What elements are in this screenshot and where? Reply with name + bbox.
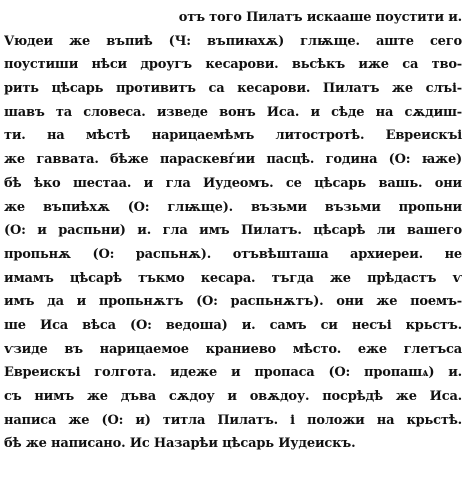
- text-line-7: же гаввата. бѣже параскевѓии пасцѣ. година (О: ꙗже): [4, 152, 462, 168]
- text-line-19: бѣ же написано. Ис Назарѣи цѣсарь Иудеискъ.: [4, 436, 356, 452]
- text-line-18: написа же (О: и) титла Пилатъ. і положи на крьстѣ.: [4, 412, 462, 428]
- text-line-10: (О: и распьни) и. гла имъ Пилатъ. цѣсарѣ ли вашего: [4, 223, 462, 239]
- text-line-14: ше Иса вѣса (О: ведоша) и. самъ си несъі крьстъ.: [4, 317, 462, 333]
- text-line-12: имамъ цѣсарѣ тъкмо кесара. тъгда же прѣдастъ ѵ: [4, 270, 462, 286]
- text-line-11: пропьнѫ (О: распьнѫ). отъвѣшташа архиереи. не: [4, 246, 462, 262]
- text-line-1: отъ того Пилатъ искааше поустити и.: [178, 10, 462, 25]
- text-line-3: поустиши нѣси дроугъ кесарови. вьсѣкъ иже са тво-: [4, 57, 462, 73]
- text-line-16: Евреискъі голгота. идеже и пропаса (О: пропашѧ) и.: [4, 365, 462, 381]
- text-line-8: бѣ ѣко шестаа. и гла Иудеомъ. се цѣсарь вашь. они: [4, 175, 462, 191]
- text-line-6: ти. на мѣстѣ нарицаемѣмъ литострoтѣ. Евреискъі: [4, 128, 462, 144]
- text-line-5: шавъ та словеса. изведе вонъ Иса. и сѣде на сѫдиш-: [4, 104, 462, 120]
- text-line-4: рить цѣсарь противитъ са кесарови. Пилатъ же слъі-: [4, 81, 462, 97]
- text-block: [4, 6, 462, 456]
- text-line-2: Vюдеи же въпиѣ (Ч: въпиꙗхѫ) глѭще. аште сего: [4, 33, 462, 49]
- text-line-17: съ нимъ же дъва сѫдоу и овѫдоу. посрѣдѣ же Иса.: [4, 389, 462, 404]
- text-line-13: имъ да и пропьнѫтъ (О: распьнѫтъ). они же поемъ-: [4, 294, 462, 310]
- text-line-9: же въпиѣхѫ (О: глѭще). възьми възьми пропьни: [4, 199, 462, 215]
- text-line-15: ѵзиде въ нарицаемое краниево мѣсто. еже глетъса: [4, 341, 462, 357]
